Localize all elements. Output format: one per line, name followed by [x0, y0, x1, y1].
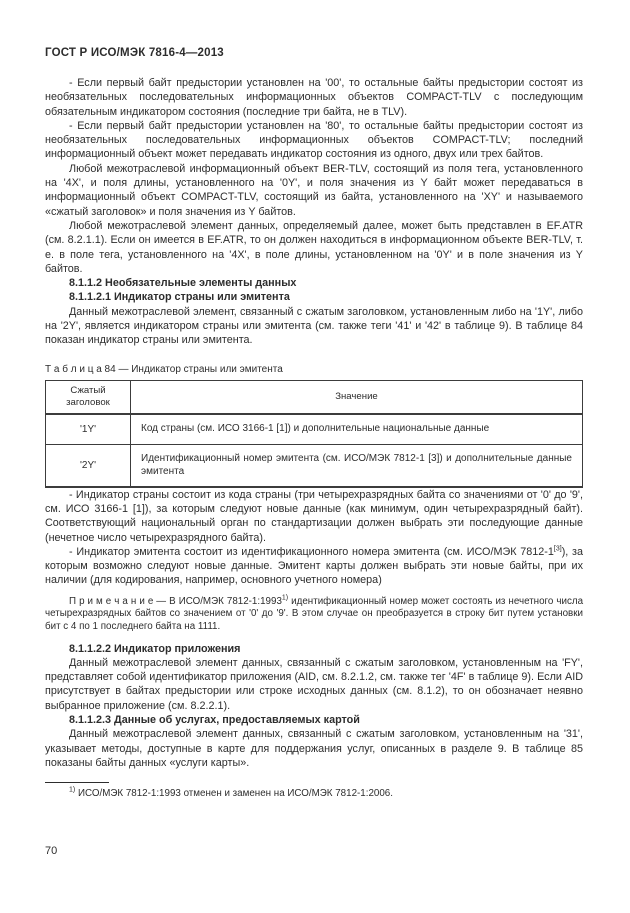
- table-row-2y: [46, 444, 583, 487]
- paragraph-ef-atr: Любой межотраслевой элемент данных, определяемый далее, может быть представлен в EF.ATR (см. 8.2.1.1). Если он имеется в EF.ATR, то он должен находиться в информационном объекте BER-TLV, т. е. в поле тега, установленного на '4X', в поле длины, установленном на '0Y' и в поле значения из Y байтов.: [45, 219, 583, 275]
- paragraph-country-issuer-intro: Данный межотраслевой элемент, связанный с сжатым заголовком, установленным либо на '1Y', либо на '2Y', является индикатором страны или эмитента (см. также теги '41' и '42' в таблице 9). В таблице 84 показан индикатор страны или эмитента.: [45, 305, 583, 347]
- issuer-detail-text-before: - Индикатор эмитента состоит из идентификационного номера эмитента (см. ИСО/МЭК 7812-1: [69, 545, 554, 558]
- heading-country-or-issuer-indicator: 8.1.1.2.1 Индикатор страны или эмитента: [69, 291, 290, 304]
- paragraph-card-services: Данный межотраслевой элемент данных, связанный с сжатым заголовком, установленным на '31', указывает методы, доступные в карте для поддержания услуг, описанных в разделе 9. В таблице 85 показаны байты данных «услуги карты».: [45, 728, 583, 769]
- heading-card-services-data: 8.1.1.2.3 Данные об услугах, предоставляемых картой: [69, 713, 360, 726]
- table-cell-code-2y: '2Y': [46, 444, 131, 487]
- paragraph-historical-bytes-00: - Если первый байт предыстории установлен на '00', то остальные байты предыстории состоят из необязательных последовательных информационных объектов COMPACT-TLV с последующим обязательным индикатором состояния (последние три байта, не в TLV).: [45, 77, 583, 118]
- heading-optional-data-elements: 8.1.1.2 Необязательные элементы данных: [69, 277, 297, 290]
- reference-superscript-3: [3]: [553, 545, 562, 553]
- table-cell-value-1y: Код страны (см. ИСО 3166-1 [1]) и дополнительные национальные данные: [131, 414, 583, 445]
- paragraph-ber-tlv: Любой межотраслевой информационный объект BER-TLV, состоящий из поля тега, установленного на '4X', и поля длины, установленного на '0Y', и поля значения из Y байт может передаваться в информационный объект COMPACT-TLV, состоящий из байта, установленного на 'XY' и называемого «сжатый заголовок» и поля значения из Y байтов.: [45, 162, 583, 218]
- note-text-before: П р и м е ч а н и е — В ИСО/МЭК 7812-1:1993: [69, 595, 282, 607]
- footnote-separator-rule: [45, 782, 109, 783]
- paragraph-application-indicator: Данный межотраслевой элемент данных, связанный с сжатым заголовком, установленным на 'FY', представляет собой идентификатор приложения (AID, см. 8.2.1.2, см. также тег '4F' в таблице 9). Если AID присутствует в байтах предыстории или строке исходных данных (см. 8.1.2), то он обозначает неявно выбранное приложение (см. 8.2.2.1).: [45, 656, 583, 712]
- table-84: [45, 380, 583, 488]
- footnote-body: ИСО/МЭК 7812-1:1993 отменен и заменен на ИСО/МЭК 7812-1:2006.: [75, 788, 393, 800]
- note-paragraph: [45, 596, 583, 634]
- issuer-detail-text-after: ), за которым возможно следуют новые данные. Эмитент карты должен выбрать эти новые байты, при их наличии (для кодирования, например, основного учетного номера): [45, 545, 583, 587]
- paragraph-country-indicator-detail: - Индикатор страны состоит из кода страны (три четырехразрядных байта со значениями от '0' до '9', см. ИСО 3166-1 [1]), за которым следуют новые данные (как минимум, один четырехразрядный байт). Соответствующий национальный орган по стандартизации должен выбрать эти последующие данные (нечетное число четырехразрядного байта).: [45, 488, 583, 544]
- footnote-block: [45, 782, 583, 801]
- page-content: [45, 47, 583, 801]
- document-header-title: ГОСТ Р ИСО/МЭК 7816-4—2013: [45, 47, 224, 59]
- paragraph-issuer-indicator-detail: [45, 545, 583, 588]
- table-cell-code-1y: '1Y': [46, 414, 131, 445]
- paragraph-historical-bytes-80: - Если первый байт предыстории установлен на '80', то остальные байты предыстории состоят из необязательных последовательных информационных объектов COMPACT-TLV; последний информационный объект может передавать индикатор состояния из одного, двух или трех байтов.: [45, 119, 583, 161]
- table-header-compressed-header: Сжатый заголовок: [46, 380, 131, 414]
- note-text-after: идентификационный номер может состоять из нечетного числа четырехразрядных байтов со значением от '0' до '9'. В этом случае он преобразуется в строку бит путем установки бит с 4 по 1 последнего байта на 1111.: [45, 595, 584, 632]
- table-header-value: Значение: [131, 380, 583, 414]
- footnote-text: [45, 788, 583, 801]
- heading-application-indicator: 8.1.1.2.2 Индикатор приложения: [69, 642, 241, 655]
- table-84-caption: Т а б л и ц а 84 — Индикатор страны или эмитента: [45, 363, 283, 375]
- table-row-1y: [46, 414, 583, 445]
- table-header-row: [46, 380, 583, 414]
- page-number: 70: [45, 845, 58, 857]
- table-cell-value-2y: Идентификационный номер эмитента (см. ИСО/МЭК 7812-1 [3]) и дополнительные данные эмитента: [131, 444, 583, 487]
- footnote-ref-1: 1): [69, 786, 76, 794]
- footnote-marker-1: 1): [281, 594, 289, 602]
